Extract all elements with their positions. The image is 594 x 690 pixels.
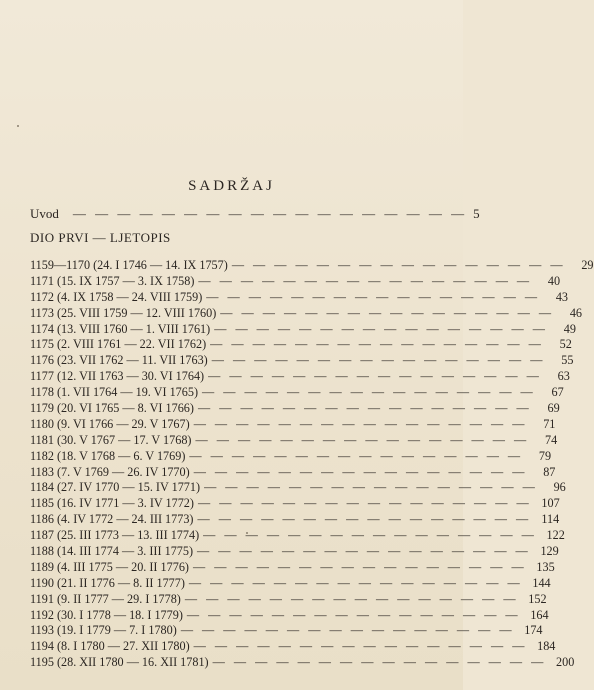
toc-entry-page: 43 xyxy=(555,289,568,304)
toc-entry[interactable] xyxy=(30,655,575,671)
leader-dashes: — — — — — — — — — — — — — — — — — — xyxy=(72,206,468,221)
toc-entry-label: 1176 (23. VII 1762 — 11. VII 1763) xyxy=(30,353,208,368)
toc-entry-label: 1189 (4. III 1775 — 20. II 1776) xyxy=(30,559,189,574)
toc-entry[interactable] xyxy=(30,480,566,496)
toc-entry[interactable] xyxy=(30,607,549,624)
leader-dashes: — — — — — — — — — — — — — — — — xyxy=(202,385,536,400)
toc-entry-label: 1188 (14. III 1774 — 3. III 1775) xyxy=(30,544,194,559)
toc-entry-label: 1172 (4. IX 1758 — 24. VIII 1759) xyxy=(30,289,203,304)
toc-entry-label: 1183 (7. V 1769 — 26. IV 1770) xyxy=(30,464,190,479)
toc-entry-page: 55 xyxy=(561,353,574,368)
toc-entry-label: 1174 (13. VIII 1760 — 1. VIII 1761) xyxy=(30,321,211,336)
toc-entry-label: 1173 (25. VIII 1759 — 12. VIII 1760) xyxy=(30,305,217,320)
leader-dashes: — — — — — — — — — — — — — — — — xyxy=(206,289,540,304)
leader-dashes: — — — — — — — — — — — — — — — — xyxy=(193,464,528,479)
toc-entry-page: 40 xyxy=(547,273,561,288)
toc-entry[interactable] xyxy=(30,273,561,290)
toc-entry[interactable] xyxy=(30,385,564,401)
toc-entry[interactable] xyxy=(30,512,560,528)
toc-entry-page: 87 xyxy=(543,464,556,479)
toc-entry[interactable] xyxy=(30,305,582,322)
leader-dashes: — — — — — — — — — — — — — — — — xyxy=(220,305,554,320)
toc-entry[interactable] xyxy=(30,416,556,433)
toc-entry-page: 69 xyxy=(547,401,560,416)
toc-entry-page: 135 xyxy=(536,559,555,574)
toc-entry-label: 1180 (9. VI 1766 — 29. V 1767) xyxy=(30,416,190,431)
toc-entry[interactable] xyxy=(30,591,547,608)
toc-entry-label: 1181 (30. V 1767 — 17. V 1768) xyxy=(30,432,192,447)
toc-entry-page: 63 xyxy=(557,369,570,384)
toc-intro-row[interactable] xyxy=(30,206,480,222)
toc-entry[interactable] xyxy=(30,321,576,338)
toc-intro-page: 5 xyxy=(473,206,480,221)
leader-dashes: — — — — — — — — — — — — — — — — xyxy=(184,591,519,606)
toc-entry-label: 1187 (25. III 1773 — 13. III 1774) xyxy=(30,528,200,543)
leader-dashes: — — — — — — — — — — — — — — — — xyxy=(231,258,566,272)
toc-entry-page: 49 xyxy=(563,321,576,336)
toc-entry-page: 152 xyxy=(528,591,547,606)
toc-entry-page: 144 xyxy=(532,575,551,590)
toc-entry-label: 1179 (20. VI 1765 — 8. VI 1766) xyxy=(30,401,194,416)
page-title: SADRŽAJ xyxy=(188,178,275,194)
leader-dashes: — — — — — — — — — — — — — — — — xyxy=(192,559,527,574)
toc-entry-label: 1182 (18. V 1768 — 6. V 1769) xyxy=(30,448,186,463)
toc-entry[interactable] xyxy=(30,258,594,274)
toc-entry[interactable] xyxy=(30,464,556,481)
toc-entry-page: 29 xyxy=(581,258,594,272)
toc-entry[interactable] xyxy=(30,623,543,639)
toc-entry-label: 1186 (4. IV 1772 — 24. III 1773) xyxy=(30,512,194,527)
toc-entry[interactable] xyxy=(30,289,568,306)
leader-dashes: — — — — — — — — — — — — — — — — xyxy=(197,496,532,511)
toc-entry-label: 1194 (8. I 1780 — 27. XII 1780) xyxy=(30,639,190,654)
leader-dashes: — — — — — — — — — — — — — — — — xyxy=(203,528,537,543)
toc-list xyxy=(30,258,594,671)
leader-dashes: — — — — — — — — — — — — — — — — xyxy=(189,448,524,463)
leader-dashes: — — — — — — — — — — — — — — — — xyxy=(197,544,531,559)
toc-entry[interactable] xyxy=(30,575,551,592)
toc-entry-label: 1171 (15. IX 1757 — 3. IX 1758) xyxy=(30,273,195,288)
toc-entry-page: 46 xyxy=(569,305,582,320)
toc-entry-label: 1195 (28. XII 1780 — 16. XII 1781) xyxy=(30,655,209,670)
paper-speck xyxy=(17,125,19,127)
toc-entry-page: 107 xyxy=(541,496,560,511)
toc-entry-page: 200 xyxy=(556,655,575,670)
toc-entry[interactable] xyxy=(30,432,558,449)
leader-dashes: — — — — — — — — — — — — — — — — xyxy=(208,369,542,384)
leader-dashes: — — — — — — — — — — — — — — — — xyxy=(186,607,521,622)
toc-entry-label: 1190 (21. II 1776 — 8. II 1777) xyxy=(30,575,185,590)
toc-entry-label: 1177 (12. VII 1763 — 30. VI 1764) xyxy=(30,369,205,384)
toc-entry-label: 1175 (2. VIII 1761 — 22. VII 1762) xyxy=(30,337,207,352)
toc-entry-page: 114 xyxy=(541,512,560,527)
toc-entry[interactable] xyxy=(30,369,570,385)
toc-entry-label: 1191 (9. II 1777 — 29. I 1778) xyxy=(30,591,181,606)
toc-entry[interactable] xyxy=(30,353,574,369)
leader-dashes: — — — — — — — — — — — — — — — — xyxy=(198,273,533,288)
toc-entry-label: 1193 (19. I 1779 — 7. I 1780) xyxy=(30,623,177,638)
toc-entry-label: 1178 (1. VII 1764 — 19. VI 1765) xyxy=(30,385,199,400)
toc-entry-label: 1159—1170 (24. I 1746 — 14. IX 1757) xyxy=(30,258,228,272)
toc-entry-label: 1185 (16. IV 1771 — 3. IV 1772) xyxy=(30,496,194,511)
toc-entry[interactable] xyxy=(30,544,559,560)
leader-dashes: — — — — — — — — — — — — — — — — xyxy=(197,512,532,527)
leader-dashes: — — — — — — — — — — — — — — — — xyxy=(204,480,538,495)
toc-entry[interactable] xyxy=(30,401,560,417)
toc-entry-page: 96 xyxy=(553,480,566,495)
toc-entry-page: 184 xyxy=(537,639,556,654)
leader-dashes: — — — — — — — — — — — — — — — — xyxy=(188,575,523,590)
toc-entry[interactable] xyxy=(30,448,552,465)
toc-entry-page: 122 xyxy=(546,528,565,543)
leader-dashes: — — — — — — — — — — — — — — — — xyxy=(210,337,544,352)
toc-entry-page: 71 xyxy=(543,416,556,431)
leader-dashes: — — — — — — — — — — — — — — — — xyxy=(214,321,548,336)
leader-dashes: — — — — — — — — — — — — — — — — xyxy=(193,639,528,654)
toc-intro-label: Uvod xyxy=(30,206,59,221)
toc-entry-page: 174 xyxy=(524,623,543,638)
toc-entry-page: 164 xyxy=(530,607,549,622)
toc-entry-page: 67 xyxy=(551,385,564,400)
leader-dashes: — — — — — — — — — — — — — — — — xyxy=(195,432,530,447)
toc-entry[interactable] xyxy=(30,337,572,353)
leader-dashes: — — — — — — — — — — — — — — — — xyxy=(180,623,515,638)
toc-entry[interactable] xyxy=(30,559,555,576)
toc-entry[interactable] xyxy=(30,496,560,512)
toc-entry-page: 52 xyxy=(559,337,572,352)
leader-dashes: — — — — — — — — — — — — — — — — xyxy=(197,401,532,416)
toc-entry-page: 79 xyxy=(538,448,552,463)
part-heading: DIO PRVI — LJETOPIS xyxy=(30,230,171,245)
toc-entry[interactable] xyxy=(30,639,556,655)
toc-entry-label: 1192 (30. I 1778 — 18. I 1779) xyxy=(30,607,183,622)
leader-dashes: — — — — — — — — — — — — — — — — xyxy=(211,353,546,368)
toc-entry[interactable] xyxy=(30,528,565,544)
toc-entry-label: 1184 (27. IV 1770 — 15. IV 1771) xyxy=(30,480,201,495)
leader-dashes: — — — — — — — — — — — — — — — — xyxy=(193,416,528,431)
toc-entry-page: 129 xyxy=(540,544,559,559)
toc-entry-page: 74 xyxy=(545,432,558,447)
leader-dashes: — — — — — — — — — — — — — — — — xyxy=(212,655,547,670)
